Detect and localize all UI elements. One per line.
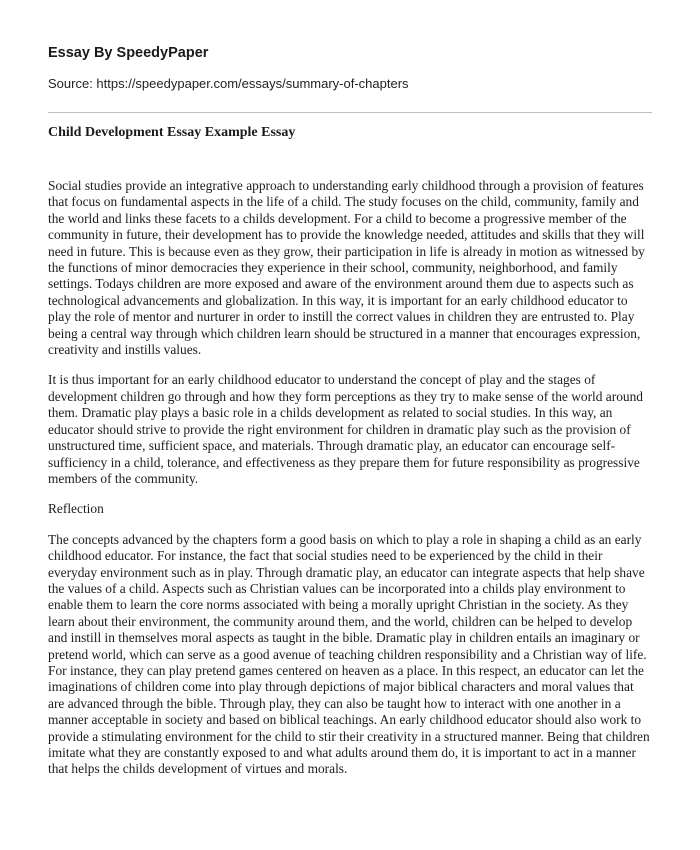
brand-title: Essay By SpeedyPaper xyxy=(48,45,209,61)
essay-paragraph-1: Social studies provide an integrative approach to understanding early childhood through a provision of features that focus on fundamental aspects in the life of a child. The study focuses on the child, community, family and the world and links these facets to a childs development. For a child to become a progressive member of the community in future, their development has to provide the knowledge needed, attitudes and skills that they will need in future. This is because even as they grow, their participation in life is already in motion as witnessed by the functions of minor democracies they experience in their school, community, neighborhood, and family settings. Todays children are more exposed and aware of the environment around them due to aspects such as technological advancements and globalization. In this way, it is important for an early childhood educator to play the role of mentor and nurturer in order to instill the correct values in children they are entrusted to. Play being a central way through which children learn should be structured in a manner that encourages expression, creativity and instills values. xyxy=(48,178,645,358)
essay-title: Child Development Essay Example Essay xyxy=(48,125,296,140)
source-line: Source: https://speedypaper.com/essays/summary-of-chapters xyxy=(48,76,409,91)
essay-body xyxy=(48,178,652,778)
section-heading-reflection: Reflection xyxy=(48,501,104,517)
essay-paragraph-2: It is thus important for an early childhood educator to understand the concept of play and the stages of development children go through and how they form perceptions as they try to make sense of the world around them. Dramatic play plays a basic role in a childs development as related to social studies. In this way, an educator should strive to provide the right environment for children in dramatic play such as the provision of unstructured time, sufficient space, and materials. Through dramatic play, an educator can encourage self-sufficiency in a child, tolerance, and effectiveness as they prepare them for future responsibility as progressive members of the community. xyxy=(48,372,643,486)
header-divider xyxy=(48,112,652,113)
reflection-paragraph: The concepts advanced by the chapters form a good basis on which to play a role in shaping a child as an early childhood educator. For instance, the fact that social studies need to be experienced by the child in their everyday environment such as in play. Through dramatic play, an educator can integrate aspects that help shave the values of a child. Aspects such as Christian values can be incorporated into a childs play environment to enable them to learn the core norms associated with being a morally upright Christian in the society. As they learn about their environment, the community around them, and the world, children can be helped to develop and instill in themselves moral aspects as taught in the bible. Dramatic play in children entails an imaginary or pretend world, which can serve as a good avenue of teaching children responsibility and a Christian way of life. For instance, they can play pretend games centered on heaven as a place. In this respect, an educator can let the imaginations of children come into play through depictions of major biblical characters and moral values that are advanced through the bible. Through play, they can also be taught how to interact with one another in a manner acceptable in society and based on biblical teachings. An early childhood educator should also work to provide a stimulating environment for the child to stir their creativity in a structured manner. Being that children imitate what they are constantly exposed to and what adults around them do, it is important to act in a manner that helps the childs development of virtues and morals. xyxy=(48,531,650,777)
